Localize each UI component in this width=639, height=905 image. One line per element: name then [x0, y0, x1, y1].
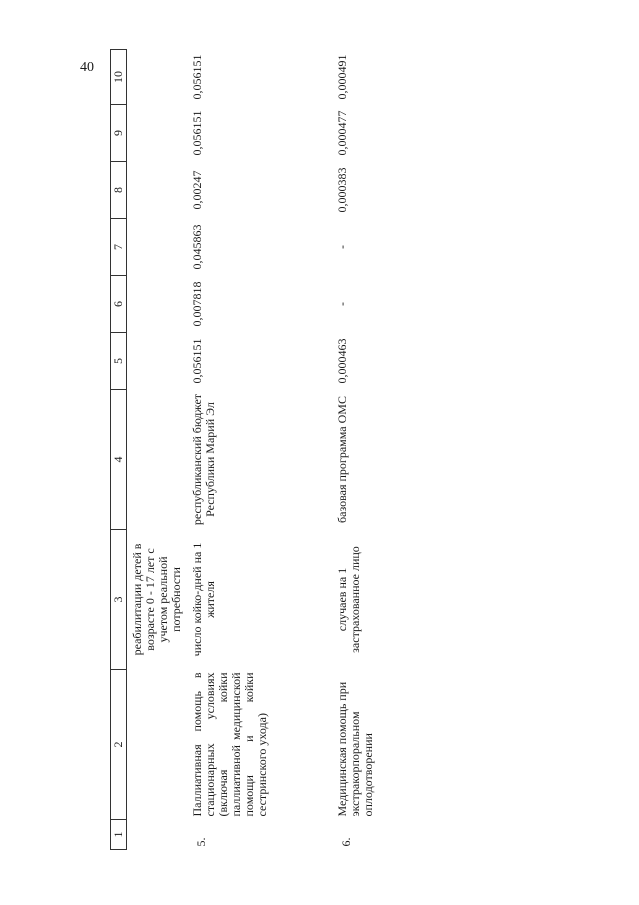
value-cell	[127, 162, 188, 219]
value-cell: 0,000383	[335, 167, 349, 213]
value-cell: 0,007818	[190, 281, 204, 327]
source-cell	[127, 390, 188, 530]
header-cell: 9	[111, 105, 127, 162]
header-row	[111, 50, 127, 850]
value-cell: 0,056151	[190, 54, 204, 100]
table-row	[187, 50, 332, 850]
header-cell: 2	[111, 670, 127, 820]
value-cell	[127, 276, 188, 333]
value-cell: 0,00247	[190, 170, 204, 210]
header-cell: 5	[111, 333, 127, 390]
value-cell: -	[335, 302, 349, 306]
unit-cell: реабилитации детей в возрасте 0 - 17 лет с учетом реальной потребности	[130, 543, 183, 656]
value-cell: 0,056151	[190, 110, 204, 156]
source-cell: республиканский бюджет Республики Марий Эл	[190, 393, 217, 526]
norms-table	[110, 49, 422, 850]
table-row	[127, 50, 188, 850]
unit-cell: случаев на 1 застрахованное лицо	[335, 546, 362, 653]
row-number: 6.	[339, 837, 353, 847]
table-row	[332, 50, 422, 850]
service-name: Паллиативная помощь в стационарных условиях (включая койки паллиативной медицинской помощи и койки сестринского ухода)	[190, 672, 269, 817]
value-cell: 0,000491	[335, 54, 349, 100]
header-cell: 1	[111, 820, 127, 850]
value-cell: 0,000463	[335, 338, 349, 384]
value-cell: -	[335, 245, 349, 249]
header-cell: 6	[111, 276, 127, 333]
header-cell: 8	[111, 162, 127, 219]
value-cell: 0,045863	[190, 224, 204, 270]
rotated-table-container	[110, 50, 440, 850]
page-number: 40	[80, 60, 94, 75]
row-number	[127, 820, 188, 850]
value-cell	[127, 219, 188, 276]
unit-cell: число койко-дней на 1 жителя	[190, 542, 217, 657]
value-cell	[127, 50, 188, 105]
source-cell: базовая программа ОМС	[335, 396, 349, 523]
header-cell: 4	[111, 390, 127, 530]
value-cell	[127, 333, 188, 390]
value-cell: 0,000477	[335, 110, 349, 156]
header-cell: 3	[111, 530, 127, 670]
header-cell: 7	[111, 219, 127, 276]
row-number: 5.	[194, 837, 208, 847]
service-name: Медицинская помощь при экстракорпоральном оплодотворении	[335, 681, 375, 817]
value-cell	[127, 105, 188, 162]
value-cell: 0,056151	[190, 338, 204, 384]
header-cell: 10	[111, 50, 127, 105]
service-name	[127, 670, 188, 820]
